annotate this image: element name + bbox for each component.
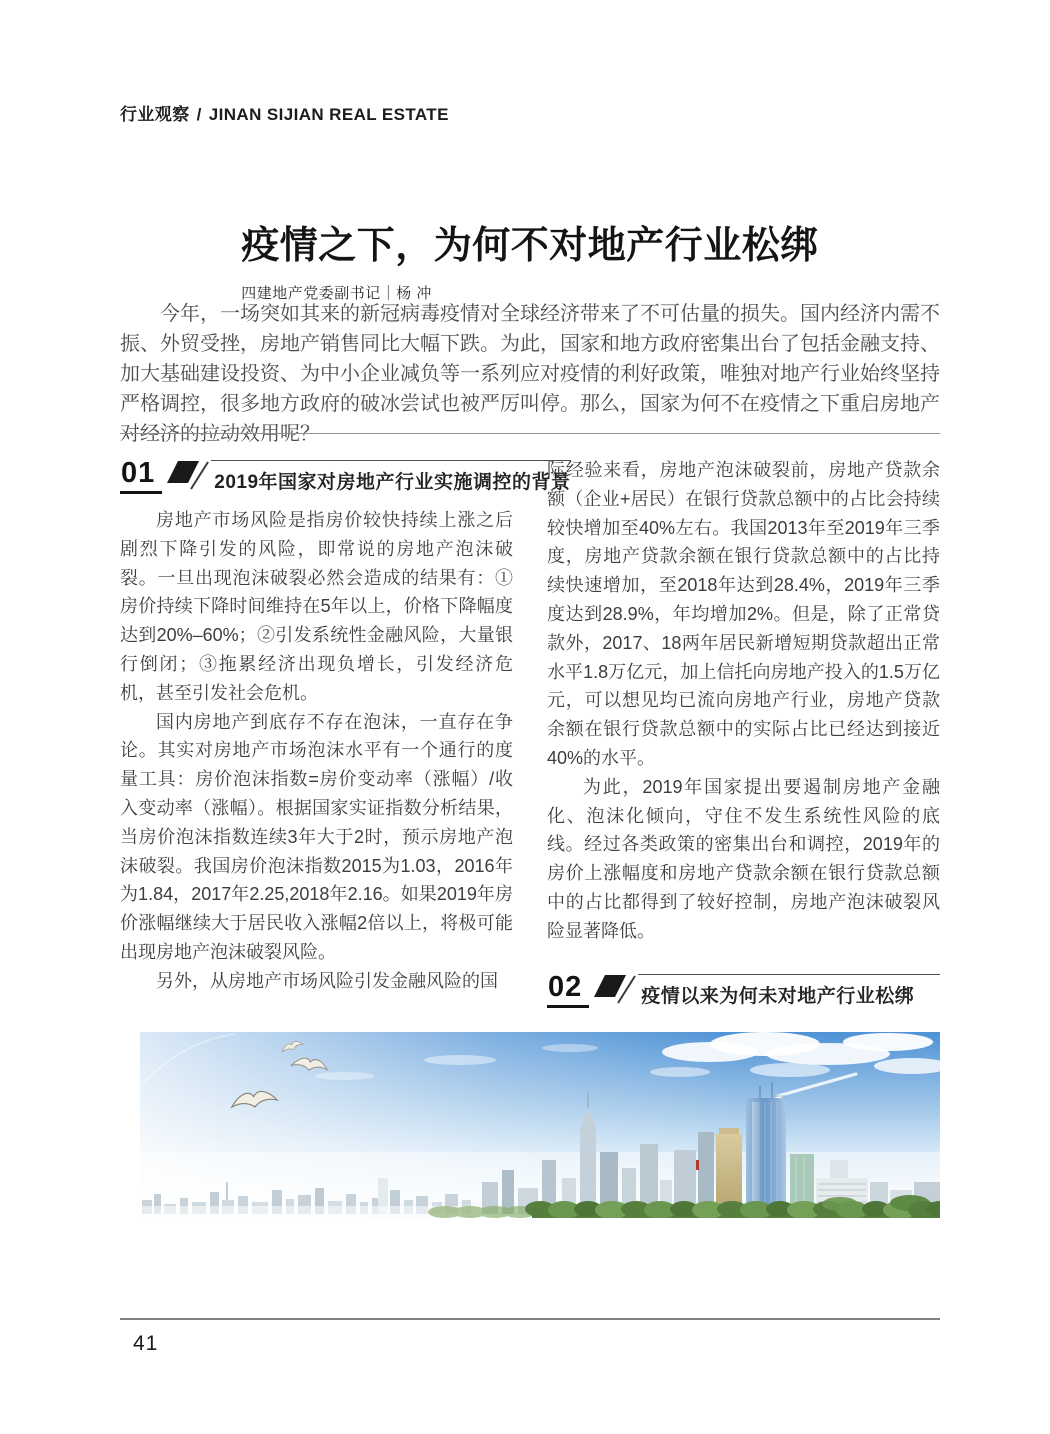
page-header bbox=[120, 100, 449, 125]
city-skyline-photo bbox=[140, 1032, 940, 1218]
section-flag-icon bbox=[165, 459, 211, 493]
left-column bbox=[120, 452, 571, 1008]
article-byline: 四建地产党委副书记｜杨 冲 bbox=[241, 285, 432, 302]
title-block bbox=[120, 214, 940, 303]
body-paragraph: 为此，2019年国家提出要遏制房地产金融化、泡沫化倾向，守住不发生系统性风险的底线。经过各类政策的密集出台和调控，2019年的房价上涨幅度和房地产贷款余额在银行贷款总额中的占比都得到了较好控制，房地产泡沫破裂风险显著降低。 bbox=[547, 776, 940, 941]
section-2-marker bbox=[547, 966, 940, 1008]
body-paragraph: 国内房地产到底存不存在泡沫，一直存在争论。其实对房地产市场泡沫水平有一个通行的度量工具：房价泡沫指数=房价变动率（涨幅）/收入变动率（涨幅）。根据国家实证指数分析结果，当房价泡沫指数连续3年大于2时，预示房地产泡沫破裂。我国房价泡沫指数2015为1.03，2016年为1.84，2017年2.25,2018年2.16。如果2019年房价涨幅继续大于居民收入涨幅2倍以上，将极可能出现房地产泡沫破裂风险。 bbox=[120, 711, 513, 962]
header-category: 行业观察 bbox=[120, 105, 190, 124]
divider-line bbox=[120, 433, 940, 434]
right-column bbox=[547, 452, 940, 1008]
header-separator: / bbox=[196, 105, 202, 124]
section-2-title: 疫情以来为何未对地产行业松绑 bbox=[638, 974, 940, 1008]
header-magazine-name: JINAN SIJIAN REAL ESTATE bbox=[208, 105, 449, 124]
section-1-title: 2019年国家对房地产行业实施调控的背景 bbox=[211, 460, 570, 494]
section-flag-icon bbox=[592, 973, 638, 1007]
section-1-number: 01 bbox=[120, 458, 162, 494]
section-2-number: 02 bbox=[547, 972, 589, 1008]
body-paragraph: 房地产市场风险是指房价较快持续上涨之后剧烈下降引发的风险，即常说的房地产泡沫破裂。一旦出现泡沫破裂必然会造成的结果有：①房价持续下降时间维持在5年以上，价格下降幅度达到20%–60%；②引发系统性金融风险，大量银行倒闭；③拖累经济出现负增长，引发经济危机，甚至引发社会危机。 bbox=[120, 510, 513, 703]
article-columns bbox=[120, 452, 940, 1008]
page-number: 41 bbox=[133, 1332, 159, 1355]
footer-rule bbox=[120, 1318, 940, 1320]
intro-paragraph: 今年，一场突如其来的新冠病毒疫情对全球经济带来了不可估量的损失。国内经济内需不振、外贸受挫，房地产销售同比大幅下跌。为此，国家和地方政府密集出台了包括金融支持、加大基础建设投资、为中小企业减负等一系列应对疫情的利好政策，唯独对地产行业始终坚持严格调控，很多地方政府的破冰尝试也被严厉叫停。那么，国家为何不在疫情之下重启房地产对经济的拉动效用呢？ bbox=[120, 303, 940, 445]
body-paragraph: 际经验来看，房地产泡沫破裂前，房地产贷款余额（企业+居民）在银行贷款总额中的占比会持续较快增加至40%左右。我国2013年至2019年三季度，房地产贷款余额在银行贷款总额中的占比持续快速增加，至2018年达到28.4%，2019年三季度达到28.9%，年均增加2%。但是，除了正常贷款外，2017、18两年居民新增短期贷款超出正常水平1.8万亿元，加上信托向房地产投入的1.5万亿元，可以想见均已流向房地产行业，房地产贷款余额在银行贷款总额中的实际占比已经达到接近40%的水平。 bbox=[547, 460, 940, 768]
section-1-marker bbox=[120, 452, 571, 494]
body-paragraph: 另外，从房地产市场风险引发金融风险的国 bbox=[156, 970, 498, 991]
article-title: 疫情之下，为何不对地产行业松绑 bbox=[241, 225, 819, 267]
